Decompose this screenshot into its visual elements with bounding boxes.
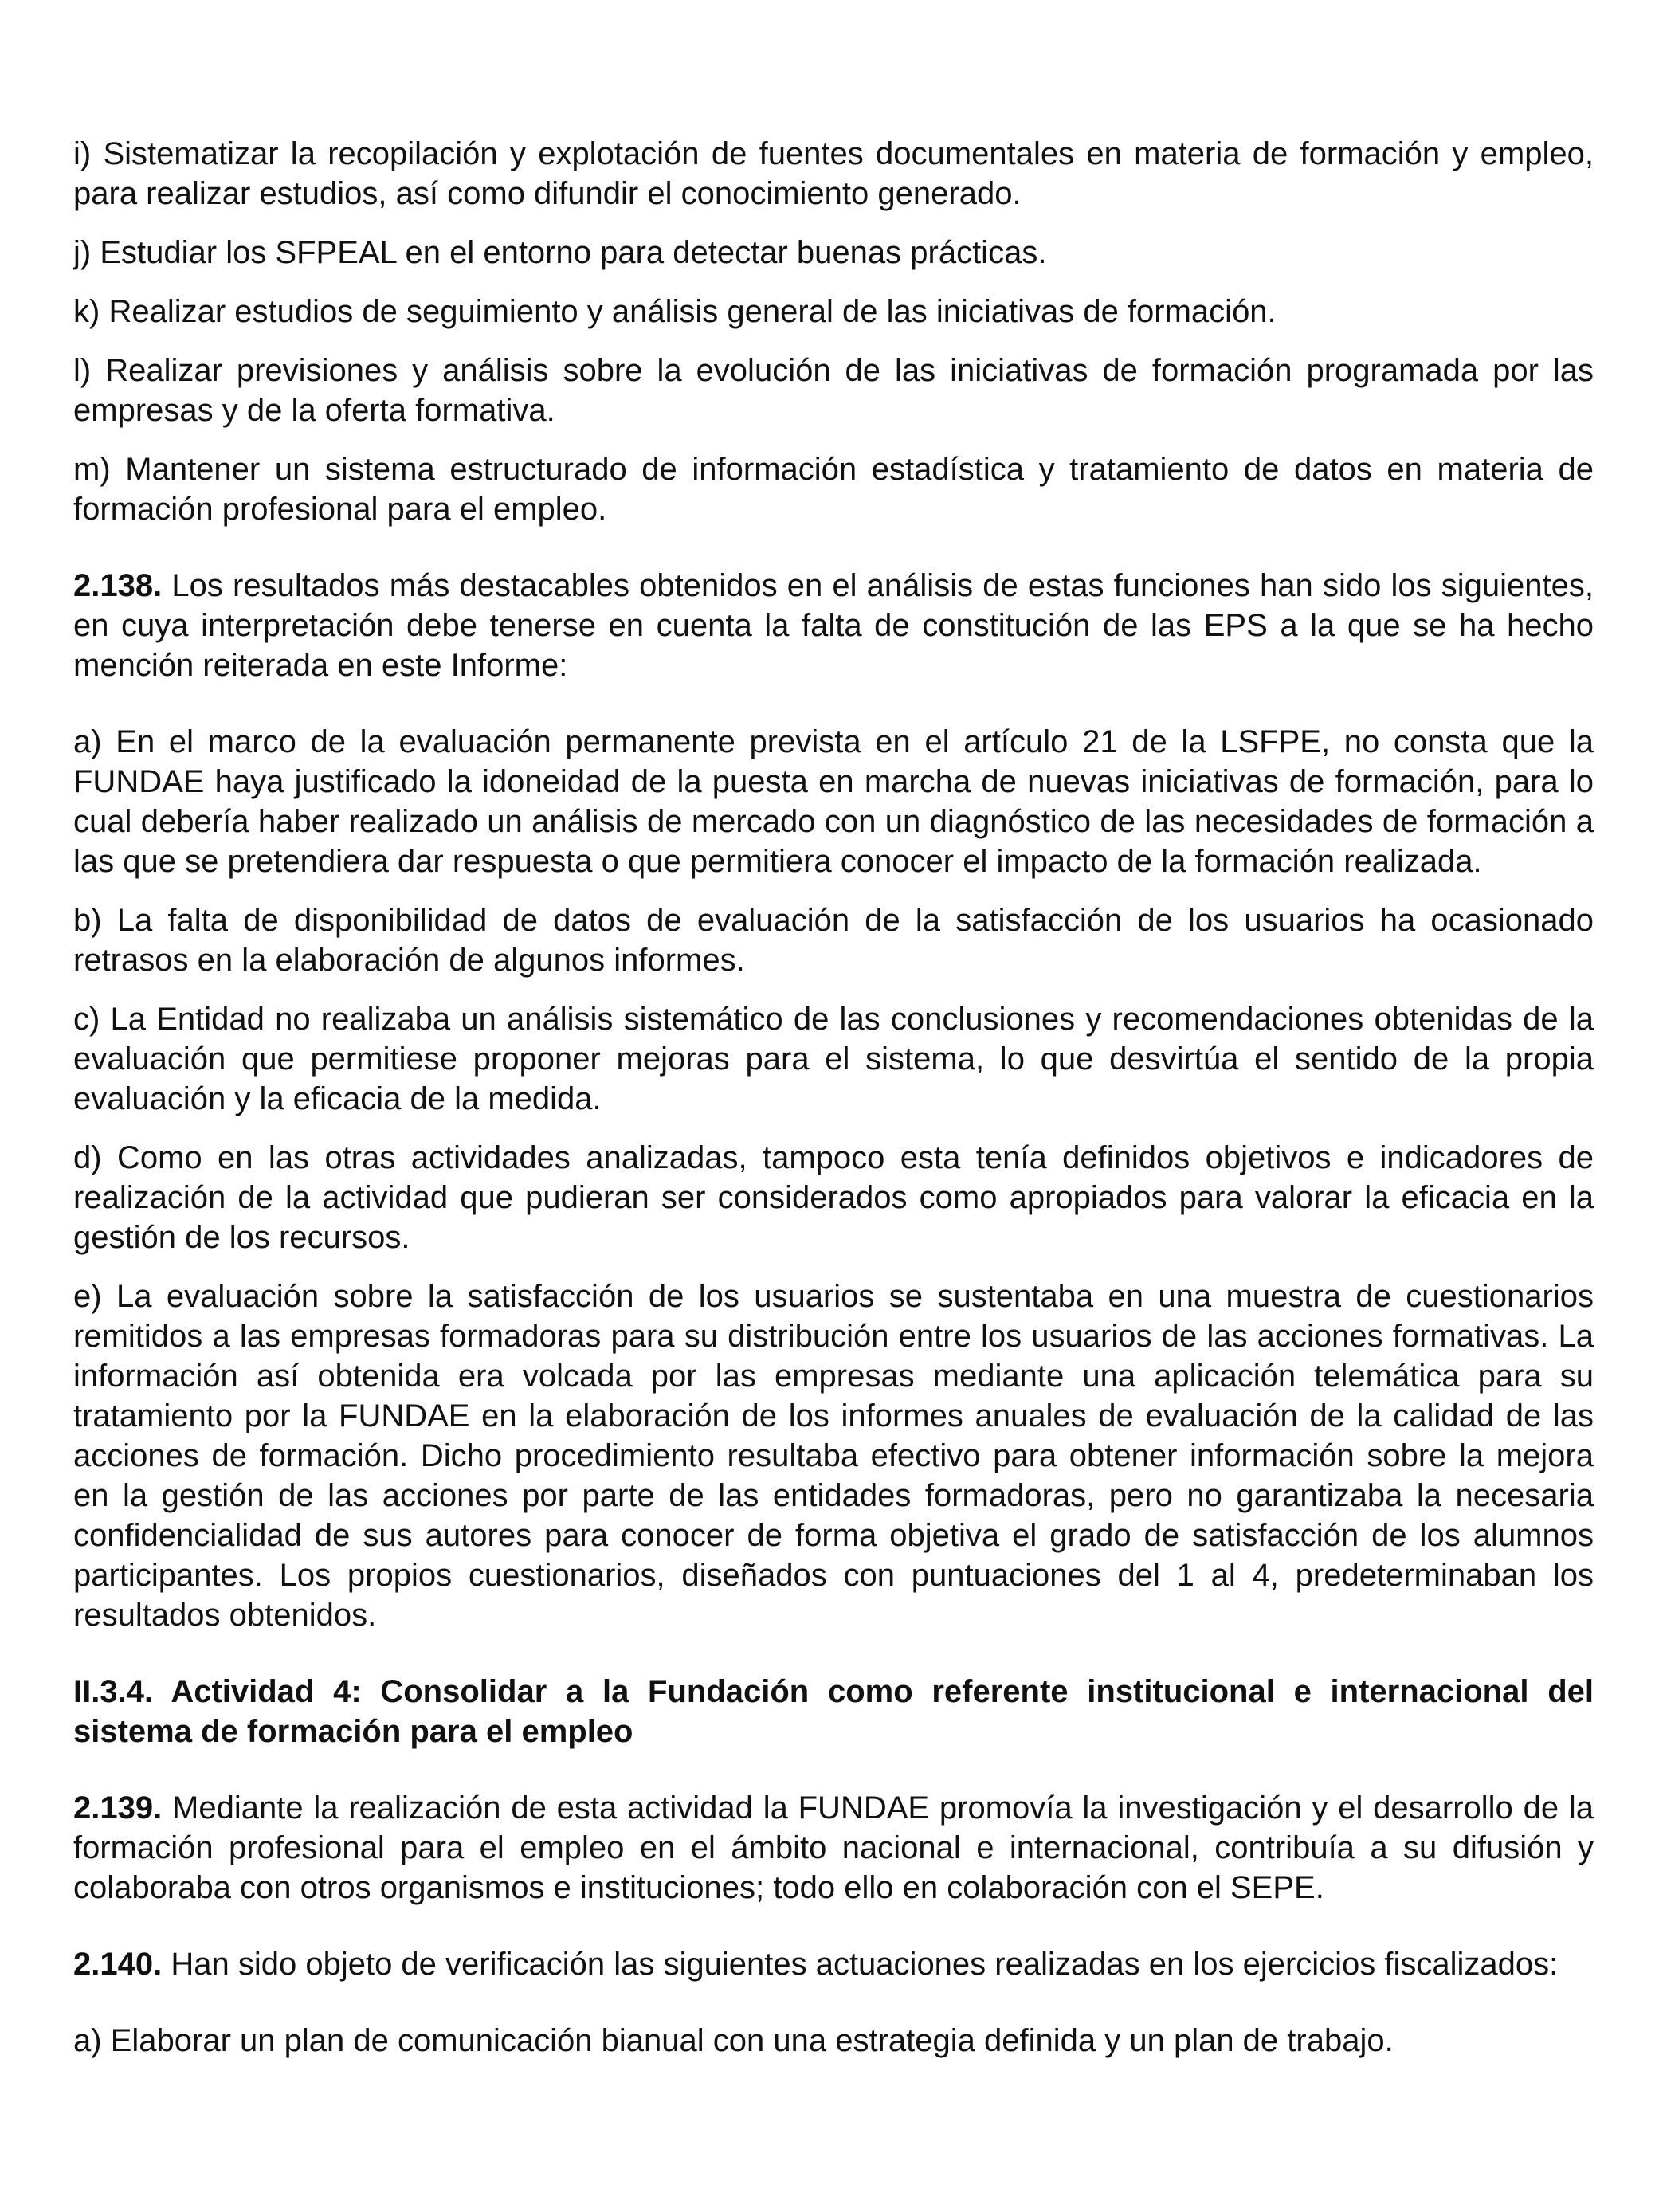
list-marker: m) <box>73 452 111 487</box>
list-text: Realizar previsiones y análisis sobre la evolución de las iniciativas de formación programada por las empresas y de la oferta formativa. <box>73 353 1594 428</box>
list-text: La falta de disponibilidad de datos de evaluación de la satisfacción de los usuarios ha ocasionado retrasos en la elaboración de algunos informes. <box>73 903 1594 978</box>
result-item-c <box>73 999 1594 1119</box>
list-marker: i) <box>73 136 92 171</box>
list-marker: a) <box>73 2023 102 2058</box>
paragraph-2-138 <box>73 566 1594 685</box>
paragraph-text: Han sido objeto de verificación las siguientes actuaciones realizadas en los ejercicios fiscalizados: <box>171 1947 1559 1982</box>
list-marker: e) <box>73 1279 102 1314</box>
section-title: Actividad 4: Consolidar a la Fundación como referente institucional e internacional del sistema de formación para el empleo <box>73 1674 1594 1749</box>
result-item-a <box>73 722 1594 881</box>
result-item-b <box>73 900 1594 980</box>
list-marker: a) <box>73 724 102 759</box>
paragraph-2-139 <box>73 1788 1594 1908</box>
list-item-k <box>73 292 1594 331</box>
list-marker: b) <box>73 903 102 938</box>
result-item-e <box>73 1277 1594 1635</box>
list-text: Sistematizar la recopilación y explotación de fuentes documentales en materia de formación y empleo, para realizar estudios, así como difundir el conocimiento generado. <box>73 136 1594 211</box>
list-text: En el marco de la evaluación permanente prevista en el artículo 21 de la LSFPE, no consta que la FUNDAE haya justificado la idoneidad de la puesta en marcha de nuevas iniciativas de formación, para lo cual debería haber realizado un análisis de mercado con un diagnóstico de las necesidades de formación a las que se pretendiera dar respuesta o que permitiera conocer el impacto de la formación realizada. <box>73 724 1594 879</box>
paragraph-text: Los resultados más destacables obtenidos en el análisis de estas funciones han sido los siguientes, en cuya interpretación debe tenerse en cuenta la falta de constitución de las EPS a la que se ha hecho mención reiterada en este Informe: <box>73 568 1594 683</box>
paragraph-text: Mediante la realización de esta actividad la FUNDAE promovía la investigación y el desarrollo de la formación profesional para el empleo en el ámbito nacional e internacional, contribuía a su difusión y colaboraba con otros organismos e instituciones; todo ello en colaboración con el SEPE. <box>73 1790 1594 1905</box>
section-number: II.3.4. <box>73 1674 154 1709</box>
list-marker: d) <box>73 1140 102 1175</box>
list-text: La evaluación sobre la satisfacción de los usuarios se sustentaba en una muestra de cuestionarios remitidos a las empresas formadoras para su distribución entre los usuarios de las acciones formativas. La información así obtenida era volcada por las empresas mediante una aplicación telemática para su tratamiento por la FUNDAE en la elaboración de los informes anuales de evaluación de la calidad de las acciones de formación. Dicho procedimiento resultaba efectivo para obtener información sobre la mejora en la gestión de las acciones por parte de las entidades formadoras, pero no garantizaba la necesaria confidencialidad de sus autores para conocer de forma objetiva el grado de satisfacción de los alumnos participantes. Los propios cuestionarios, diseñados con puntuaciones del 1 al 4, predeterminaban los resultados obtenidos. <box>73 1279 1594 1633</box>
action-item-a <box>73 2021 1594 2061</box>
list-marker: k) <box>73 294 100 329</box>
list-text: Realizar estudios de seguimiento y análisis general de las iniciativas de formación. <box>108 294 1277 329</box>
list-text: La Entidad no realizaba un análisis sistemático de las conclusiones y recomendaciones obtenidas de la evaluación que permitiese proponer mejoras para el sistema, lo que desvirtúa el sentido de la propia evaluación y la eficacia de la medida. <box>73 1002 1594 1116</box>
list-item-m <box>73 449 1594 529</box>
paragraph-number: 2.140. <box>73 1947 163 1982</box>
paragraph-2-140 <box>73 1944 1594 1984</box>
list-text: Mantener un sistema estructurado de información estadística y tratamiento de datos en materia de formación profesional para el empleo. <box>73 452 1594 527</box>
text-column <box>73 134 1594 2061</box>
result-item-d <box>73 1138 1594 1257</box>
paragraph-number: 2.139. <box>73 1790 163 1826</box>
list-marker: j) <box>73 235 92 270</box>
list-text: Como en las otras actividades analizadas, tampoco esta tenía definidos objetivos e indicadores de realización de la actividad que pudieran ser considerados como apropiados para valorar la eficacia en la gestión de los recursos. <box>73 1140 1594 1255</box>
list-marker: c) <box>73 1002 100 1037</box>
section-heading <box>73 1672 1594 1751</box>
list-item-l <box>73 351 1594 430</box>
list-item-i <box>73 134 1594 214</box>
list-item-j <box>73 233 1594 273</box>
list-text: Estudiar los SFPEAL en el entorno para detectar buenas prácticas. <box>100 235 1047 270</box>
list-marker: l) <box>73 353 92 388</box>
list-text: Elaborar un plan de comunicación bianual con una estrategia definida y un plan de trabajo. <box>110 2023 1394 2058</box>
paragraph-number: 2.138. <box>73 568 163 603</box>
